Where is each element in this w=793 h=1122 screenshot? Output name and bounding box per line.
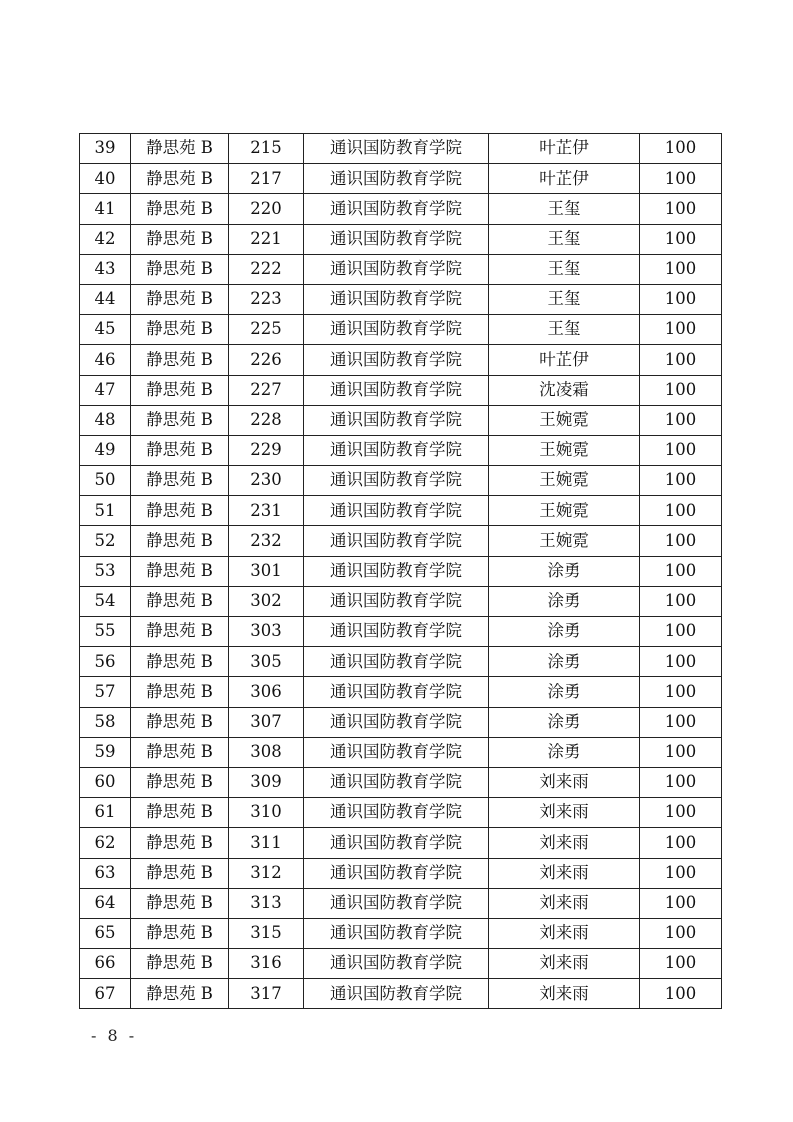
inspector-name-cell: 涂勇 [489, 737, 640, 767]
inspector-name-cell: 王婉霓 [489, 526, 640, 556]
room-number-cell: 312 [229, 858, 304, 888]
table-row [80, 134, 722, 164]
department-cell: 通识国防教育学院 [304, 164, 489, 194]
room-number-cell: 305 [229, 647, 304, 677]
department-cell: 通识国防教育学院 [304, 556, 489, 586]
score-cell: 100 [640, 737, 722, 767]
department-cell: 通识国防教育学院 [304, 526, 489, 556]
row-number-cell: 45 [80, 315, 131, 345]
inspector-name-cell: 王玺 [489, 194, 640, 224]
score-cell: 100 [640, 798, 722, 828]
department-cell: 通识国防教育学院 [304, 345, 489, 375]
room-number-cell: 232 [229, 526, 304, 556]
room-number-cell: 317 [229, 979, 304, 1009]
room-number-cell: 307 [229, 707, 304, 737]
room-number-cell: 316 [229, 949, 304, 979]
department-cell: 通识国防教育学院 [304, 586, 489, 616]
inspector-name-cell: 刘来雨 [489, 767, 640, 797]
table-row [80, 224, 722, 254]
department-cell: 通识国防教育学院 [304, 194, 489, 224]
department-cell: 通识国防教育学院 [304, 315, 489, 345]
building-cell: 静思苑 B [131, 949, 229, 979]
score-cell: 100 [640, 677, 722, 707]
table-row [80, 767, 722, 797]
table-row [80, 707, 722, 737]
department-cell: 通识国防教育学院 [304, 737, 489, 767]
inspector-name-cell: 涂勇 [489, 707, 640, 737]
department-cell: 通识国防教育学院 [304, 466, 489, 496]
room-number-cell: 303 [229, 617, 304, 647]
table-row [80, 194, 722, 224]
department-cell: 通识国防教育学院 [304, 617, 489, 647]
building-cell: 静思苑 B [131, 979, 229, 1009]
inspector-name-cell: 沈凌霜 [489, 375, 640, 405]
department-cell: 通识国防教育学院 [304, 647, 489, 677]
inspector-name-cell: 涂勇 [489, 647, 640, 677]
inspector-name-cell: 王玺 [489, 254, 640, 284]
table-row [80, 647, 722, 677]
table-row [80, 164, 722, 194]
department-cell: 通识国防教育学院 [304, 224, 489, 254]
score-cell: 100 [640, 767, 722, 797]
score-cell: 100 [640, 254, 722, 284]
room-number-cell: 225 [229, 315, 304, 345]
score-cell: 100 [640, 435, 722, 465]
inspector-name-cell: 涂勇 [489, 556, 640, 586]
score-cell: 100 [640, 375, 722, 405]
department-cell: 通识国防教育学院 [304, 405, 489, 435]
score-cell: 100 [640, 496, 722, 526]
inspector-name-cell: 刘来雨 [489, 979, 640, 1009]
row-number-cell: 64 [80, 888, 131, 918]
table-row [80, 496, 722, 526]
room-number-cell: 222 [229, 254, 304, 284]
building-cell: 静思苑 B [131, 617, 229, 647]
table-row [80, 375, 722, 405]
table-row [80, 254, 722, 284]
table-row [80, 737, 722, 767]
row-number-cell: 42 [80, 224, 131, 254]
room-number-cell: 315 [229, 918, 304, 948]
room-number-cell: 231 [229, 496, 304, 526]
score-cell: 100 [640, 466, 722, 496]
building-cell: 静思苑 B [131, 134, 229, 164]
row-number-cell: 67 [80, 979, 131, 1009]
building-cell: 静思苑 B [131, 858, 229, 888]
room-number-cell: 309 [229, 767, 304, 797]
room-number-cell: 227 [229, 375, 304, 405]
building-cell: 静思苑 B [131, 707, 229, 737]
table-row [80, 556, 722, 586]
row-number-cell: 55 [80, 617, 131, 647]
building-cell: 静思苑 B [131, 435, 229, 465]
table-row [80, 979, 722, 1009]
department-cell: 通识国防教育学院 [304, 828, 489, 858]
department-cell: 通识国防教育学院 [304, 798, 489, 828]
row-number-cell: 65 [80, 918, 131, 948]
table-row [80, 858, 722, 888]
score-cell: 100 [640, 194, 722, 224]
building-cell: 静思苑 B [131, 466, 229, 496]
table-row [80, 435, 722, 465]
score-cell: 100 [640, 617, 722, 647]
building-cell: 静思苑 B [131, 254, 229, 284]
row-number-cell: 44 [80, 284, 131, 314]
row-number-cell: 51 [80, 496, 131, 526]
inspector-name-cell: 叶芷伊 [489, 345, 640, 375]
room-number-cell: 310 [229, 798, 304, 828]
score-cell: 100 [640, 405, 722, 435]
dormitory-score-table-container [79, 133, 715, 1009]
score-cell: 100 [640, 315, 722, 345]
room-number-cell: 308 [229, 737, 304, 767]
department-cell: 通识国防教育学院 [304, 134, 489, 164]
score-cell: 100 [640, 284, 722, 314]
department-cell: 通识国防教育学院 [304, 677, 489, 707]
inspector-name-cell: 刘来雨 [489, 949, 640, 979]
score-cell: 100 [640, 918, 722, 948]
building-cell: 静思苑 B [131, 194, 229, 224]
score-cell: 100 [640, 647, 722, 677]
inspector-name-cell: 涂勇 [489, 586, 640, 616]
building-cell: 静思苑 B [131, 647, 229, 677]
dormitory-score-table [79, 133, 722, 1009]
department-cell: 通识国防教育学院 [304, 496, 489, 526]
inspector-name-cell: 王婉霓 [489, 405, 640, 435]
row-number-cell: 50 [80, 466, 131, 496]
inspector-name-cell: 王婉霓 [489, 435, 640, 465]
building-cell: 静思苑 B [131, 224, 229, 254]
score-cell: 100 [640, 526, 722, 556]
building-cell: 静思苑 B [131, 888, 229, 918]
table-row [80, 617, 722, 647]
building-cell: 静思苑 B [131, 556, 229, 586]
building-cell: 静思苑 B [131, 828, 229, 858]
row-number-cell: 53 [80, 556, 131, 586]
table-row [80, 888, 722, 918]
building-cell: 静思苑 B [131, 586, 229, 616]
score-cell: 100 [640, 858, 722, 888]
row-number-cell: 43 [80, 254, 131, 284]
row-number-cell: 40 [80, 164, 131, 194]
row-number-cell: 49 [80, 435, 131, 465]
table-row [80, 405, 722, 435]
inspector-name-cell: 刘来雨 [489, 918, 640, 948]
inspector-name-cell: 王玺 [489, 224, 640, 254]
score-cell: 100 [640, 828, 722, 858]
building-cell: 静思苑 B [131, 164, 229, 194]
building-cell: 静思苑 B [131, 345, 229, 375]
row-number-cell: 61 [80, 798, 131, 828]
department-cell: 通识国防教育学院 [304, 707, 489, 737]
building-cell: 静思苑 B [131, 737, 229, 767]
row-number-cell: 39 [80, 134, 131, 164]
row-number-cell: 41 [80, 194, 131, 224]
department-cell: 通识国防教育学院 [304, 254, 489, 284]
room-number-cell: 230 [229, 466, 304, 496]
building-cell: 静思苑 B [131, 798, 229, 828]
room-number-cell: 229 [229, 435, 304, 465]
room-number-cell: 215 [229, 134, 304, 164]
row-number-cell: 60 [80, 767, 131, 797]
score-cell: 100 [640, 164, 722, 194]
department-cell: 通识国防教育学院 [304, 888, 489, 918]
inspector-name-cell: 涂勇 [489, 617, 640, 647]
inspector-name-cell: 刘来雨 [489, 798, 640, 828]
table-row [80, 798, 722, 828]
score-cell: 100 [640, 707, 722, 737]
department-cell: 通识国防教育学院 [304, 767, 489, 797]
score-cell: 100 [640, 586, 722, 616]
building-cell: 静思苑 B [131, 526, 229, 556]
table-row [80, 828, 722, 858]
building-cell: 静思苑 B [131, 375, 229, 405]
inspector-name-cell: 刘来雨 [489, 858, 640, 888]
row-number-cell: 63 [80, 858, 131, 888]
row-number-cell: 58 [80, 707, 131, 737]
room-number-cell: 313 [229, 888, 304, 918]
score-cell: 100 [640, 888, 722, 918]
inspector-name-cell: 叶芷伊 [489, 164, 640, 194]
inspector-name-cell: 王玺 [489, 315, 640, 345]
department-cell: 通识国防教育学院 [304, 979, 489, 1009]
table-row [80, 345, 722, 375]
row-number-cell: 57 [80, 677, 131, 707]
building-cell: 静思苑 B [131, 284, 229, 314]
inspector-name-cell: 刘来雨 [489, 888, 640, 918]
row-number-cell: 66 [80, 949, 131, 979]
row-number-cell: 56 [80, 647, 131, 677]
table-row [80, 284, 722, 314]
building-cell: 静思苑 B [131, 677, 229, 707]
building-cell: 静思苑 B [131, 767, 229, 797]
table-row [80, 315, 722, 345]
row-number-cell: 48 [80, 405, 131, 435]
score-cell: 100 [640, 345, 722, 375]
score-cell: 100 [640, 949, 722, 979]
room-number-cell: 226 [229, 345, 304, 375]
department-cell: 通识国防教育学院 [304, 284, 489, 314]
table-body [80, 134, 722, 1009]
inspector-name-cell: 刘来雨 [489, 828, 640, 858]
room-number-cell: 301 [229, 556, 304, 586]
table-row [80, 918, 722, 948]
room-number-cell: 223 [229, 284, 304, 314]
table-row [80, 677, 722, 707]
department-cell: 通识国防教育学院 [304, 858, 489, 888]
room-number-cell: 302 [229, 586, 304, 616]
building-cell: 静思苑 B [131, 315, 229, 345]
room-number-cell: 220 [229, 194, 304, 224]
room-number-cell: 217 [229, 164, 304, 194]
inspector-name-cell: 涂勇 [489, 677, 640, 707]
score-cell: 100 [640, 134, 722, 164]
building-cell: 静思苑 B [131, 405, 229, 435]
building-cell: 静思苑 B [131, 918, 229, 948]
room-number-cell: 228 [229, 405, 304, 435]
inspector-name-cell: 王婉霓 [489, 466, 640, 496]
table-row [80, 526, 722, 556]
row-number-cell: 62 [80, 828, 131, 858]
score-cell: 100 [640, 224, 722, 254]
inspector-name-cell: 叶芷伊 [489, 134, 640, 164]
table-row [80, 466, 722, 496]
row-number-cell: 59 [80, 737, 131, 767]
inspector-name-cell: 王玺 [489, 284, 640, 314]
room-number-cell: 306 [229, 677, 304, 707]
department-cell: 通识国防教育学院 [304, 949, 489, 979]
building-cell: 静思苑 B [131, 496, 229, 526]
table-row [80, 949, 722, 979]
row-number-cell: 52 [80, 526, 131, 556]
department-cell: 通识国防教育学院 [304, 435, 489, 465]
department-cell: 通识国防教育学院 [304, 375, 489, 405]
score-cell: 100 [640, 556, 722, 586]
room-number-cell: 221 [229, 224, 304, 254]
room-number-cell: 311 [229, 828, 304, 858]
page-number: - 8 - [91, 1026, 138, 1045]
row-number-cell: 54 [80, 586, 131, 616]
inspector-name-cell: 王婉霓 [489, 496, 640, 526]
table-row [80, 586, 722, 616]
department-cell: 通识国防教育学院 [304, 918, 489, 948]
row-number-cell: 47 [80, 375, 131, 405]
row-number-cell: 46 [80, 345, 131, 375]
score-cell: 100 [640, 979, 722, 1009]
